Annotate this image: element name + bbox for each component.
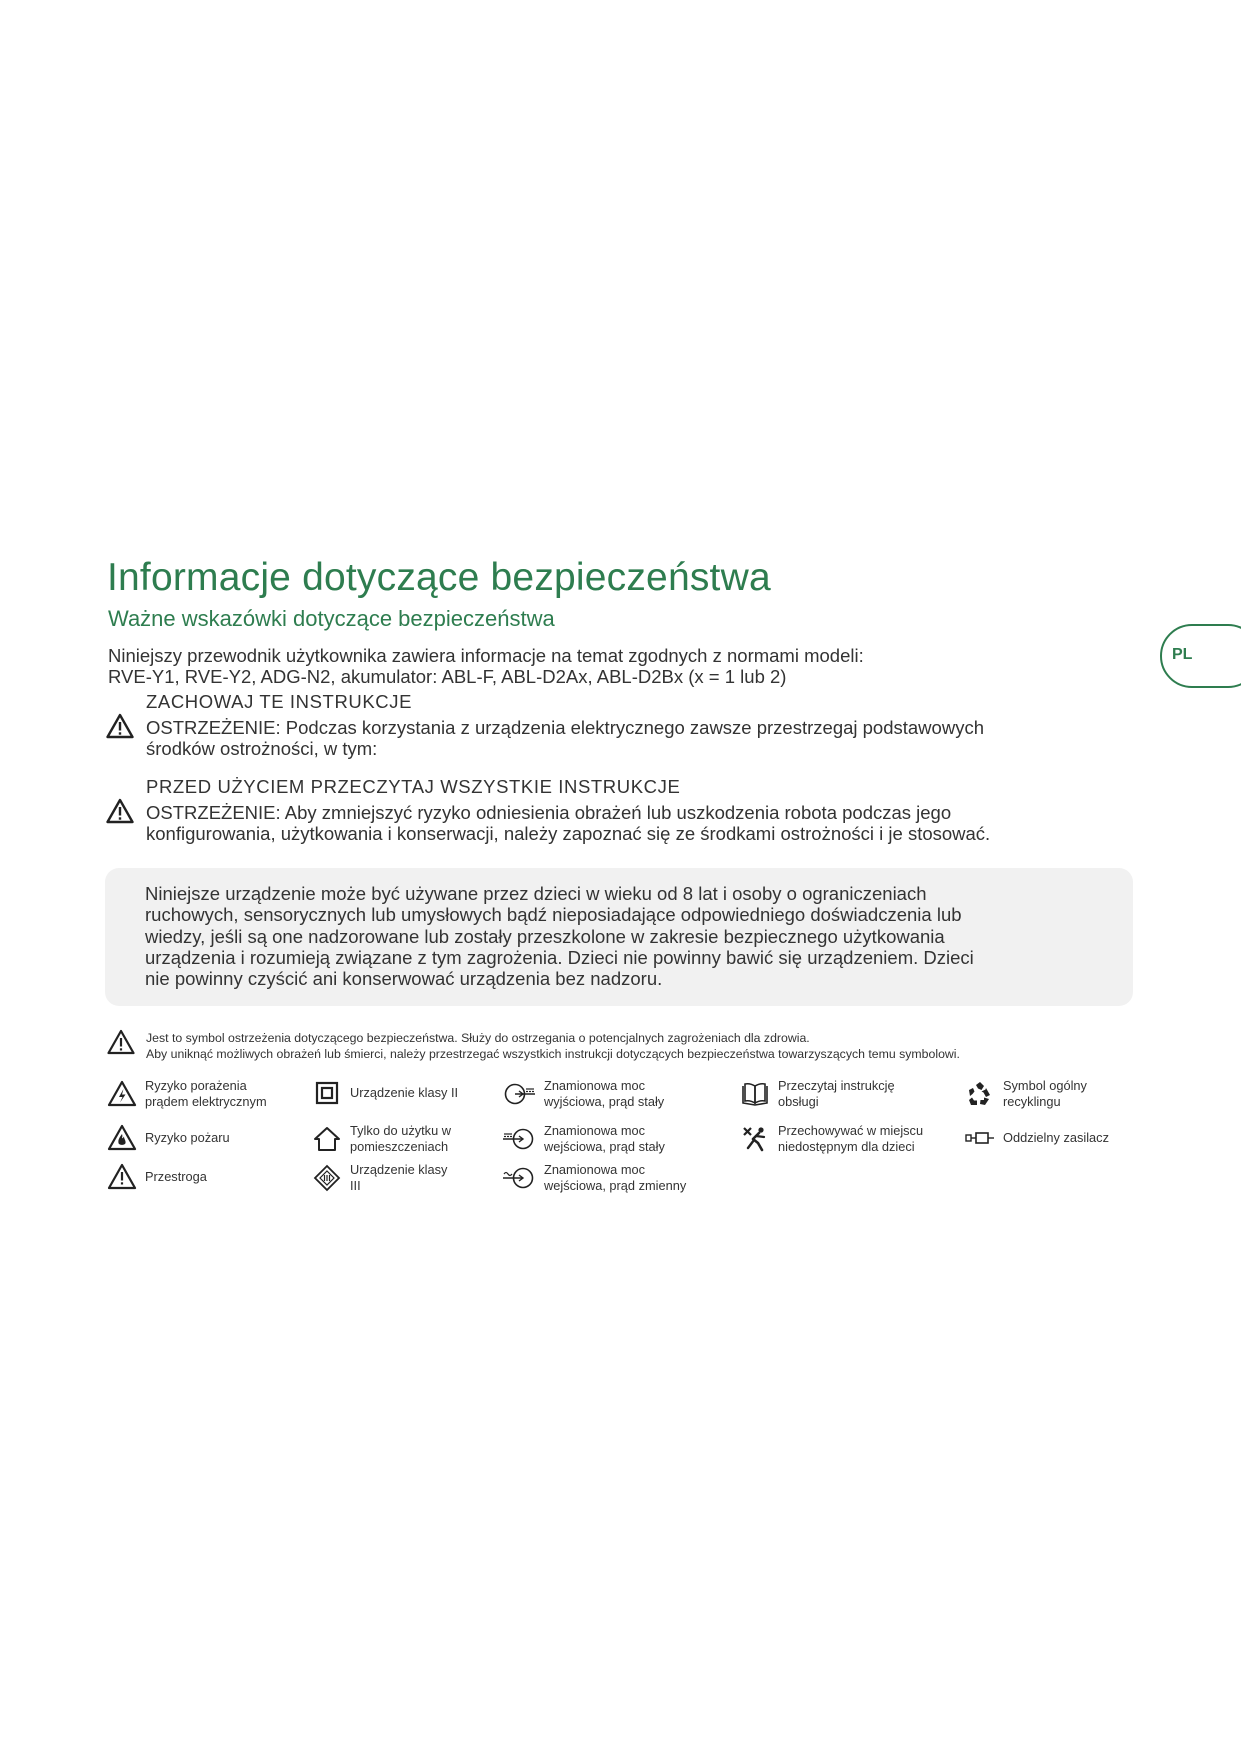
read-manual-icon [740, 1079, 770, 1109]
warning-icon [106, 798, 134, 824]
notice-line: urządzenia i rozumieją związane z tym zagrożenia. Dzieci nie powinny bawić się urządzeniem. Dzieci [145, 946, 974, 968]
class-iii-icon [312, 1163, 342, 1193]
symbol-dc-output [502, 1078, 664, 1110]
symbol-fire [107, 1123, 230, 1153]
symbol-label: Przestroga [145, 1169, 207, 1184]
warning-line: OSTRZEŻENIE: Aby zmniejszyć ryzyko odniesienia obrażeń lub uszkodzenia robota podczas jego [146, 802, 952, 823]
notice-line: nie powinny czyścić ani konserwować urządzenia bez nadzoru. [145, 968, 663, 990]
symbol-label: Symbol ogólny [1003, 1078, 1087, 1093]
symbol-read-manual [740, 1078, 895, 1110]
symbol-electric-shock [107, 1078, 267, 1110]
warning-text [146, 802, 990, 844]
symbol-label: Ryzyko pożaru [145, 1130, 230, 1145]
symbol-separate-power-supply [965, 1123, 1109, 1153]
symbol-label: recyklingu [1003, 1094, 1061, 1109]
symbol-label: wyjściowa, prąd stały [544, 1094, 665, 1109]
section-heading-keep-instructions: ZACHOWAJ TE INSTRUKCJE [146, 691, 413, 712]
symbol-label: niedostępnym dla dzieci [778, 1139, 915, 1154]
symbol-label: pomieszczeniach [350, 1139, 449, 1154]
symbol-keep-from-children [740, 1123, 923, 1155]
language-tab[interactable] [1160, 624, 1241, 688]
symbol-indoor-use [312, 1123, 451, 1155]
symbol-recycling [965, 1078, 1087, 1110]
symbol-label: obsługi [778, 1094, 819, 1109]
class-ii-icon [312, 1078, 342, 1108]
warning-line: konfigurowania, użytkowania i konserwacji, należy zapoznać się ze środkami ostrożności i je stosować. [146, 823, 991, 844]
dc-output-icon [502, 1079, 536, 1109]
separate-power-supply-icon [965, 1123, 995, 1153]
symbol-label: prądem elektrycznym [145, 1094, 267, 1109]
symbol-note-line: Jest to symbol ostrzeżenia dotyczącego bezpieczeństwa. Służy do ostrzegania o potencjalnych zagrożeniach dla zdrowia. [146, 1031, 810, 1045]
notice-line: wiedzy, jeśli są one nadzorowane lub zostały przeszkolone w zakresie bezpiecznego użytkowania [145, 925, 945, 947]
dc-input-icon [502, 1124, 536, 1154]
indoor-use-icon [312, 1124, 342, 1154]
ac-input-icon [502, 1163, 536, 1193]
page-subtitle: Ważne wskazówki dotyczące bezpieczeństwa [108, 606, 555, 631]
warning-icon [106, 713, 134, 739]
symbol-label: Urządzenie klasy II [350, 1085, 459, 1100]
notice-line: ruchowych, sensorycznych lub umysłowych bądź nieposiadające odpowiedniego doświadczenia lub [145, 904, 962, 926]
intro-line: RVE-Y1, RVE-Y2, ADG-N2, akumulator: ABL-F, ABL-D2Ax, ABL-D2Bx (x = 1 lub 2) [108, 666, 787, 687]
warning-line: OSTRZEŻENIE: Podczas korzystania z urządzenia elektrycznego zawsze przestrzegaj podstawowych [146, 717, 984, 738]
warning-text [146, 717, 984, 759]
child-safety-notice [105, 868, 1133, 1006]
warning-icon [107, 1029, 135, 1055]
electric-shock-icon [107, 1079, 137, 1109]
symbol-class-ii [312, 1078, 458, 1108]
symbol-caution [107, 1162, 207, 1192]
symbol-label: III [350, 1178, 361, 1193]
keep-from-children-icon [740, 1124, 770, 1154]
notice-line: Niniejsze urządzenie może być używane przez dzieci w wieku od 8 lat i osoby o ograniczeniach [145, 883, 927, 904]
symbol-label: Znamionowa moc [544, 1123, 645, 1138]
symbol-label: wejściowa, prąd zmienny [544, 1178, 687, 1193]
symbol-label: Znamionowa moc [544, 1078, 645, 1093]
symbol-label: Oddzielny zasilacz [1003, 1130, 1109, 1145]
recycling-icon [965, 1079, 995, 1109]
warning-line: środków ostrożności, w tym: [146, 738, 378, 759]
symbol-label: wejściowa, prąd stały [544, 1139, 665, 1154]
section-heading-read-instructions: PRZED UŻYCIEM PRZECZYTAJ WSZYSTKIE INSTRUKCJE [146, 776, 681, 797]
intro-line: Niniejszy przewodnik użytkownika zawiera informacje na temat zgodnych z normami modeli: [108, 645, 864, 666]
fire-hazard-icon [107, 1123, 137, 1153]
symbol-class-iii [312, 1162, 447, 1194]
intro-text [108, 645, 864, 687]
symbol-ac-input [502, 1162, 686, 1194]
symbol-dc-input [502, 1123, 665, 1155]
symbol-note-line: Aby uniknąć możliwych obrażeń lub śmierci, należy przestrzegać wszystkich instrukcji dotyczących bezpieczeństwa towarzyszących temu symbolowi. [146, 1047, 960, 1061]
page-title: Informacje dotyczące bezpieczeństwa [107, 556, 771, 599]
language-tab-label: PL [1172, 646, 1193, 663]
caution-icon [107, 1162, 137, 1192]
symbol-label: Przeczytaj instrukcję [778, 1078, 895, 1093]
symbol-label: Znamionowa moc [544, 1162, 645, 1177]
symbol-label: Tylko do użytku w [350, 1123, 451, 1138]
symbol-label: Przechowywać w miejscu [778, 1123, 924, 1138]
symbol-label: Ryzyko porażenia [145, 1078, 247, 1093]
symbol-label: Urządzenie klasy [350, 1162, 448, 1177]
